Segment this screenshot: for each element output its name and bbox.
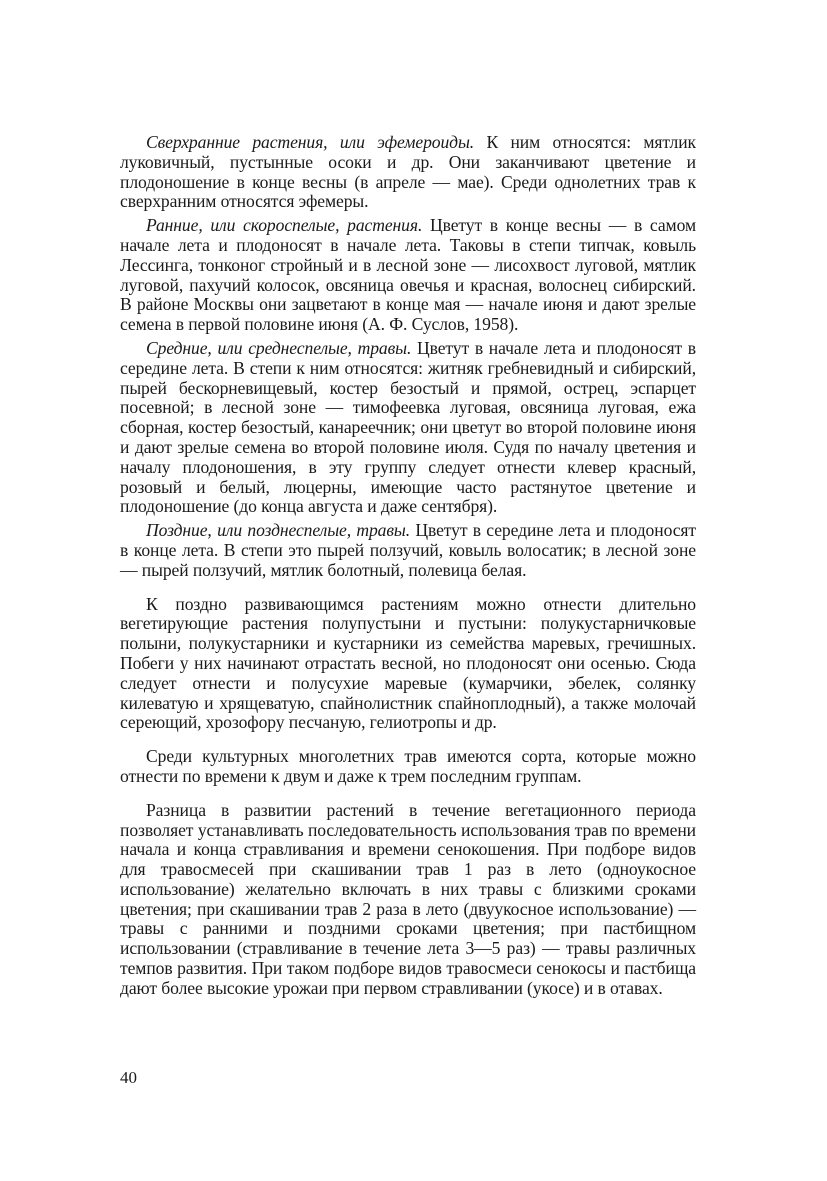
paragraph-long-vegetating <box>120 595 696 734</box>
paragraph-lead: Поздние, или позднеспелые, травы. <box>146 520 411 541</box>
paragraph-text: Разница в развитии растений в течение вегетационного периода позволяет устанавливать последовательность использования трав по времени начала и конца стравливания и времени сенокошения. При подборе видов для травосмесей при скашивании трав 1 раз в лето (одноукосное использование) желательно включать в них травы с близкими сроками цветения; при скашивании трав 2 раза в лето (двуукосное использование) — травы с ранними и поздними сроками цветения; при пастбищном использовании (стравливание в течение лета 3—5 раз) — травы различных темпов развития. При таком подборе видов травосмеси сенокосы и пастбища дают более высокие урожаи при первом стравливании (укосе) и в отавах. <box>120 799 696 998</box>
paragraph-text: Цветут в конце весны — в самом начале лета и плодоносят в начале лета. Таковы в степи типчак, ковыль Лессинга, тонконог стройный и в лесной зоне — лисохвост луговой, мятлик луговой, пахучий колосок, овсяница овечья и красная, волоснец сибирский. В районе Москвы они зацветают в конце мая — начале июня и дают зрелые семена в первой половине июня (А. Ф. Суслов, 1958). <box>120 215 696 335</box>
paragraph-early-plants <box>120 216 696 335</box>
paragraph-cultivated-grasses <box>120 747 696 787</box>
paragraph-text: Цветут в середине лета и плодоносят в конце лета. В степи это пырей ползучий, ковыль волосатик; в лесной зоне — пырей ползучий, мятлик болотный, полевица белая. <box>120 520 696 580</box>
paragraph-late-grasses <box>120 521 696 580</box>
paragraph-text: К поздно развивающимся растениям можно отнести длительно вегетирующие растения полупустыни и пустыни: полукустарничковые полыни, полукустарники и кустарники из семейства маревых, гречишных. Побеги у них начинают отрастать весной, но плодоносят они осенью. Сюда следует отнести и полусухие маревые (кумарчики, эбелек, солянку килеватую и хрящеватую, спайнолистник спайноплодный), а также молочай сереющий, хрозофору песчаную, гелиотропы и др. <box>120 593 696 733</box>
paragraph-lead: Сверхранние растения, или эфемероиды. <box>146 132 475 152</box>
paragraph-text: К ним относятся: мятлик луковичный, пустынные осоки и др. Они заканчивают цветение и плодоношение в конце весны (в апреле — мае). Среди однолетних трав к сверхранним относятся эфемеры. <box>120 132 696 212</box>
paragraph-lead: Средние, или среднеспелые, травы. <box>146 337 412 358</box>
page-number: 40 <box>120 1068 137 1087</box>
page-text-block <box>120 133 696 999</box>
paragraph-ephemeroids <box>120 133 696 212</box>
paragraph-text: Среди культурных многолетних трав имеются сорта, которые можно отнести по времени к двум и даже к трем последним группам. <box>120 746 696 786</box>
paragraph-development-differences <box>120 801 696 999</box>
paragraph-mid-season-grasses <box>120 339 696 517</box>
paragraph-lead: Ранние, или скороспелые, растения. <box>146 215 423 236</box>
paragraph-text: Цветут в начале лета и плодоносят в середине лета. В степи к ним относятся: житняк гребневидный и сибирский, пырей бескорневищевый, костер безостый и прямой, острец, эспарцет посевной; в лесной зоне — тимофеевка луговая, овсяница луговая, ежа сборная, костер безостый, канареечник; они цветут во второй половине июня и дают зрелые семена во второй половине июля. Судя по началу цветения и началу плодоношения, в эту группу следует отнести клевер красный, розовый и белый, люцерны, имеющие часто растянутое цветение и плодоношение (до конца августа и даже сентября). <box>120 337 697 517</box>
